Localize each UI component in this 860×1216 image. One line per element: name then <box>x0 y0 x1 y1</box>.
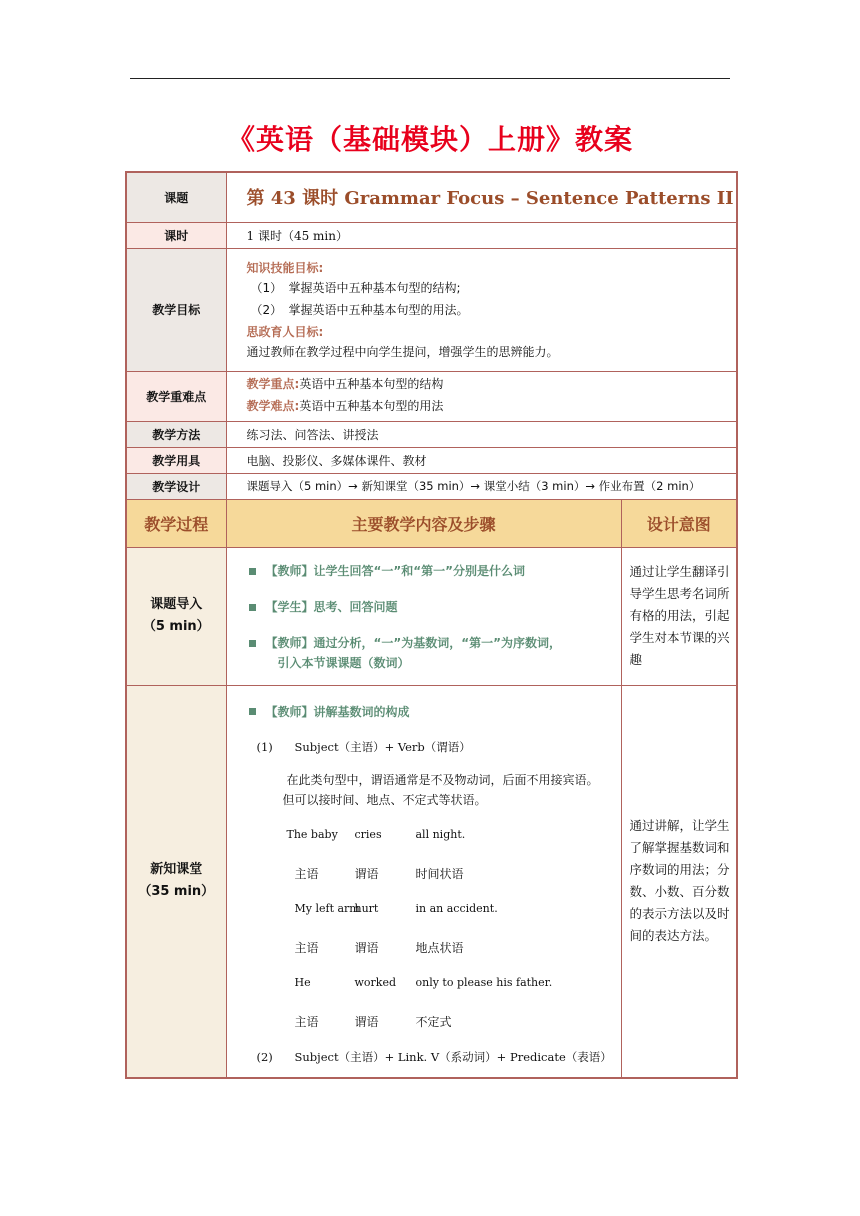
label-new-lesson: 新知课堂 （35 min） <box>126 685 226 1078</box>
square-bullet-icon <box>249 640 256 647</box>
example-gloss: 主语 谓语 地点状语 <box>294 940 464 955</box>
intro-bullet: 【教师】通过分析，“一”为基数词，“第一”为序数词， <box>249 633 613 653</box>
square-bullet-icon <box>249 604 256 611</box>
row-key-points <box>126 371 737 421</box>
label-key-points: 教学重难点 <box>126 371 226 421</box>
pattern-2: (2) Subject（主语）+ Link. V（系动词）+ Predicate（表语） <box>256 1049 612 1064</box>
tools-value: 电脑、投影仪、多媒体课件、教材 <box>226 447 737 473</box>
label-design: 教学设计 <box>126 473 226 499</box>
header-intent: 设计意图 <box>621 499 737 547</box>
key-point: 教学重点:英语中五种基本句型的结构 <box>246 377 444 391</box>
row-period <box>126 222 737 248</box>
knowledge-item: （1） 掌握英语中五种基本句型的结构; <box>250 280 461 295</box>
example-row: My left arm hurt in an accident. <box>294 901 498 915</box>
design-value: 课题导入（5 min）→ 新知课堂（35 min）→ 课堂小结（3 min）→ 作业布置（2 min） <box>226 473 737 499</box>
square-bullet-icon <box>249 708 256 715</box>
intro-intent: 通过让学生翻译引导学生思考名词所有格的用法，引起学生对本节课的兴趣 <box>621 547 737 685</box>
process-header-row <box>126 499 737 547</box>
row-tools <box>126 447 737 473</box>
intro-bullet-continued: 引入本节课课题（数词） <box>277 656 410 670</box>
example-gloss: 主语 谓语 时间状语 <box>294 866 464 881</box>
lesson-plan-table <box>125 171 738 1079</box>
intro-bullet: 【学生】思考、回答问题 <box>249 597 613 617</box>
pattern-note: 但可以接时间、地点、不定式等状语。 <box>282 792 487 807</box>
row-goals <box>126 248 737 371</box>
example-row: He worked only to please his father. <box>294 975 553 989</box>
label-goals: 教学目标 <box>126 248 226 371</box>
pattern-1: (1) Subject（主语）+ Verb（谓语） <box>256 739 471 754</box>
difficult-point: 教学难点:英语中五种基本句型的用法 <box>246 399 444 413</box>
goals-content <box>226 248 737 371</box>
ideology-text: 通过教师在教学过程中向学生提问，增强学生的思辨能力。 <box>246 344 559 359</box>
example-row: The baby cries all night. <box>286 827 466 841</box>
new-lesson-content <box>226 685 621 1078</box>
topic-value: 第 43 课时 Grammar Focus – Sentence Patterns II <box>226 172 737 222</box>
label-tools: 教学用具 <box>126 447 226 473</box>
label-intro: 课题导入 （5 min） <box>126 547 226 685</box>
new-lesson-intent: 通过讲解，让学生了解掌握基数词和序数词的用法；分数、小数、百分数的表示方法以及时间的表达方法。 <box>621 685 737 1078</box>
pattern-note: 在此类句型中，谓语通常是不及物动词，后面不用接宾语。 <box>286 772 599 787</box>
example-gloss: 主语 谓语 不定式 <box>294 1014 452 1029</box>
row-new-lesson <box>126 685 737 1078</box>
header-content: 主要教学内容及步骤 <box>226 499 621 547</box>
square-bullet-icon <box>249 568 256 575</box>
knowledge-item: （2） 掌握英语中五种基本句型的用法。 <box>250 302 469 317</box>
row-intro <box>126 547 737 685</box>
ideology-heading: 思政育人目标: <box>246 324 324 339</box>
document-title: 《英语（基础模块）上册》教案 <box>226 123 633 156</box>
intro-content <box>226 547 621 685</box>
header-process: 教学过程 <box>126 499 226 547</box>
label-period: 课时 <box>126 222 226 248</box>
row-topic <box>126 172 737 222</box>
row-design <box>126 473 737 499</box>
new-lesson-bullet: 【教师】讲解基数词的构成 <box>249 702 613 722</box>
intro-bullet: 【教师】让学生回答“一”和“第一”分别是什么词 <box>249 561 613 581</box>
methods-value: 练习法、问答法、讲授法 <box>226 421 737 447</box>
period-value: 1 课时（45 min） <box>226 222 737 248</box>
label-methods: 教学方法 <box>126 421 226 447</box>
label-topic: 课题 <box>126 172 226 222</box>
key-points-content <box>226 371 737 421</box>
row-methods <box>126 421 737 447</box>
top-rule <box>130 78 730 79</box>
knowledge-heading: 知识技能目标: <box>246 260 324 275</box>
